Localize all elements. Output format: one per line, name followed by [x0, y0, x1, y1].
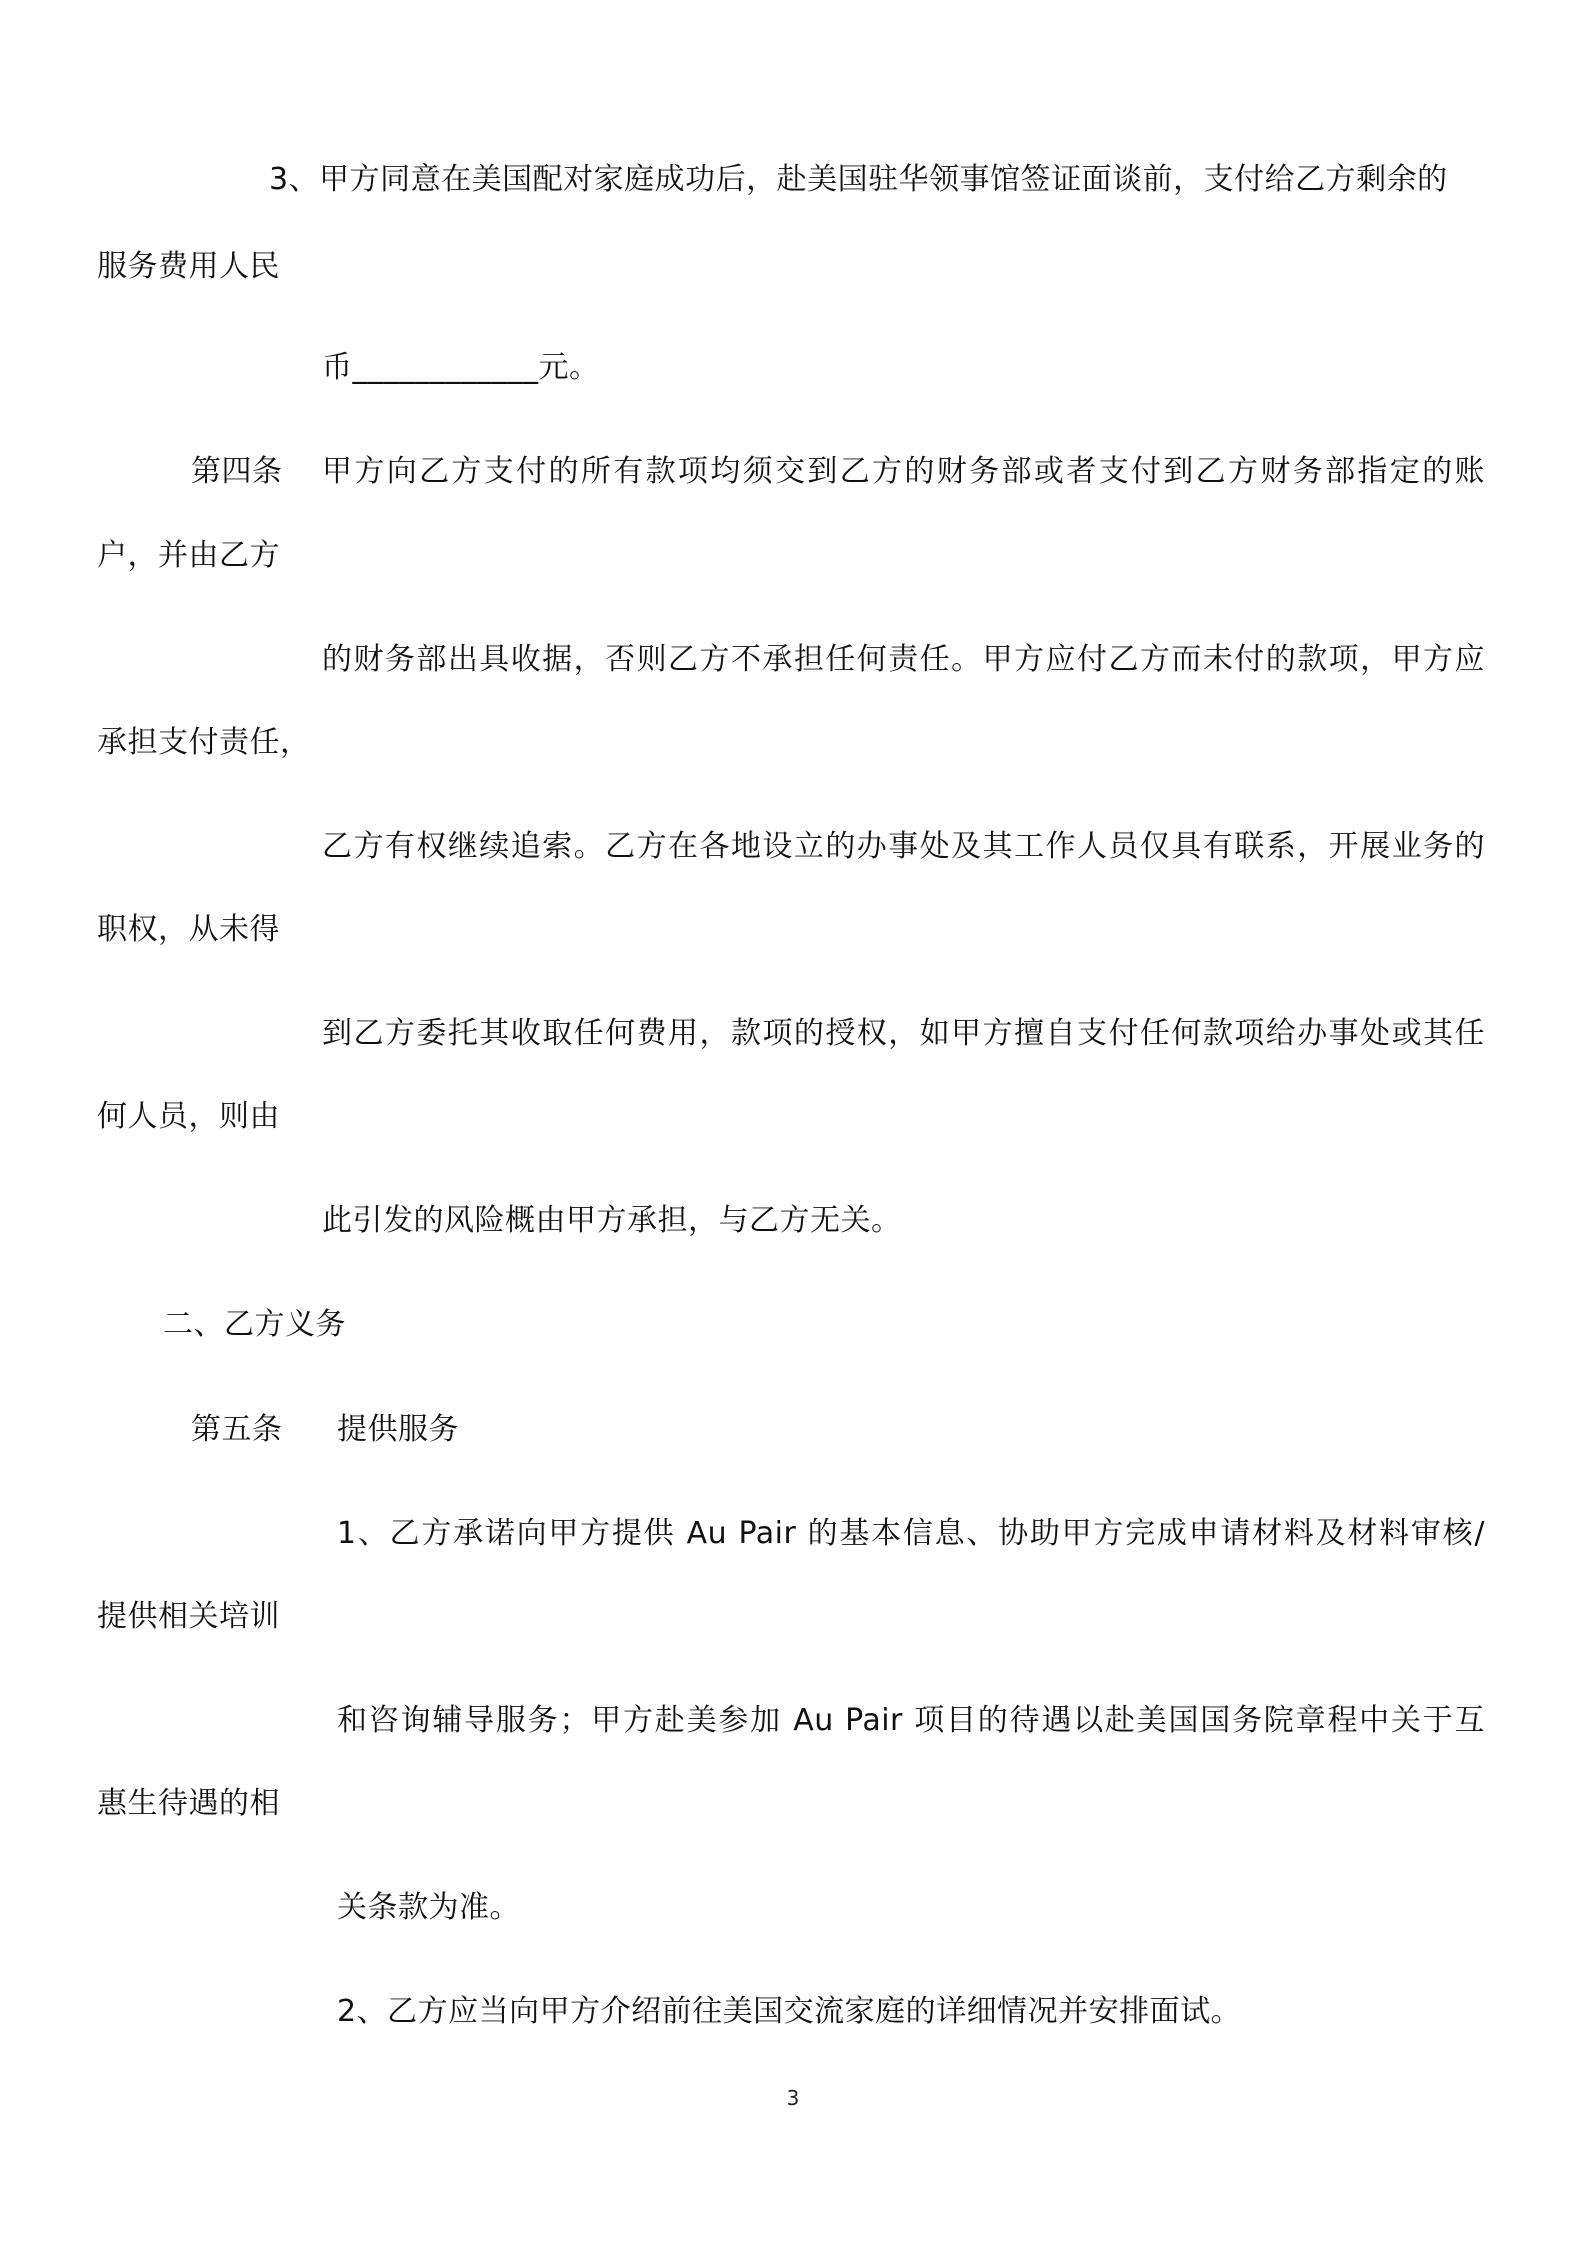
paragraph-3-line-3: 币____________元。 [322, 350, 600, 385]
article-5-item-1-line-5: 关条款为准。 [337, 1890, 520, 1925]
article-5-item-1-line-4: 惠生待遇的相 [97, 1786, 280, 1821]
article-4-label: 第四条 [191, 454, 283, 489]
page-number: 3 [786, 2086, 800, 2110]
section-heading-party-b-obligations: 二、乙方义务 [163, 1307, 346, 1342]
article-4-line-1: 甲方向乙方支付的所有款项均须交到乙方的财务部或者支付到乙方财务部指定的账 [322, 454, 1485, 489]
article-4-line-3: 的财务部出具收据，否则乙方不承担任何责任。甲方应付乙方而未付的款项，甲方应 [322, 642, 1485, 677]
article-5-title: 提供服务 [337, 1412, 459, 1447]
article-4-line-4: 承担支付责任， [97, 725, 311, 760]
article-5-item-1-line-3: 和咨询辅导服务；甲方赴美参加 Au Pair 项目的待遇以赴美国国务院章程中关于互 [337, 1703, 1485, 1738]
article-4-line-5: 乙方有权继续追索。乙方在各地设立的办事处及其工作人员仅具有联系，开展业务的 [322, 829, 1485, 864]
paragraph-3-line-1: 3、甲方同意在美国配对家庭成功后，赴美国驻华领事馆签证面谈前，支付给乙方剩余的 [269, 162, 1448, 197]
article-5-item-1-line-2: 提供相关培训 [97, 1599, 280, 1634]
article-5-item-2: 2、乙方应当向甲方介绍前往美国交流家庭的详细情况并安排面试。 [337, 1994, 1242, 2029]
article-4-line-8: 何人员，则由 [97, 1099, 280, 1134]
article-4-line-7: 到乙方委托其收取任何费用，款项的授权，如甲方擅自支付任何款项给办事处或其任 [322, 1016, 1485, 1051]
paragraph-3-line-2: 服务费用人民 [97, 249, 280, 284]
article-4-line-6: 职权，从未得 [97, 912, 280, 947]
article-5-item-1-line-1: 1、乙方承诺向甲方提供 Au Pair 的基本信息、协助甲方完成申请材料及材料审核/ [337, 1516, 1485, 1551]
article-4-line-9: 此引发的风险概由甲方承担，与乙方无关。 [322, 1203, 902, 1238]
article-4-line-2: 户，并由乙方 [97, 538, 280, 573]
article-5-label: 第五条 [191, 1412, 283, 1447]
